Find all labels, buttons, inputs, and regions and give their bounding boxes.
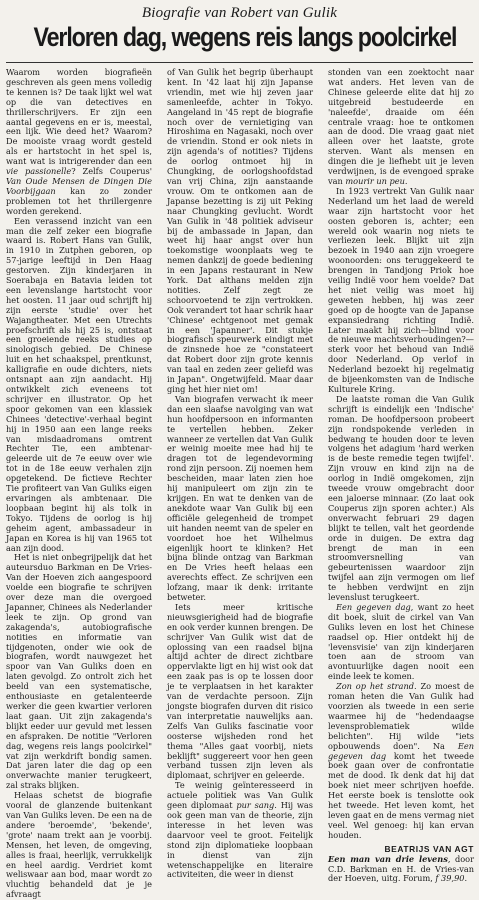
book-title-italic: Een gegeven dag (328, 740, 474, 761)
author-byline: BEATRIJS VAN AGT (384, 843, 474, 854)
text-run: , want zo heet dit boek, sluit de cirkel van Van Guliks leven en lost het Chinese raadsel op. Hier ontdekt hij de 'levensvisie' van zijn kinderjaren toen aan de stroom van avontuurlijke dagen nooit een einde leek te komen. (328, 601, 474, 682)
headline-rule (6, 62, 473, 63)
text-run: ? Zelfs Couperus' (71, 166, 152, 177)
text-run: . Hij was ook geen man van de theorie, zijn interesse in het leven was daarvoor veel te groot. Feitelijk stond zijn diplomatieke loopbaan in dienst van zijn wetenschappelijke en literaire activiteiten, die weer in dienst (167, 800, 313, 880)
book-title-bold-italic: Een man van drie levens (328, 853, 448, 864)
paragraph (328, 68, 474, 187)
article-headline: Verloren dag, wegens reis langs poolcirkel (33, 22, 457, 52)
article-kicker: Biografie van Robert van Gulik (141, 5, 338, 21)
text-run: Te weinig geïnteresseerd in actuele politiek was Van Gulik geen diplomaat (167, 780, 313, 811)
paragraph (6, 68, 152, 217)
text-run-italic: mourir un peu (345, 175, 405, 186)
book-title-italic: Een gegeven dag (336, 601, 411, 612)
column-3 (328, 68, 474, 884)
text-run: , door C.D. Barkman en H. de Vries-van der Hoeven, uitg. Forum, (328, 853, 474, 884)
paragraph (167, 781, 313, 880)
text-run-italic: pur sang (236, 800, 275, 811)
price: f 39,90. (435, 873, 468, 884)
text-run: . Zo moest de roman heten die Van Gulik had voorzien als tweede in een serie waarmee hij de "hedendaagse levensproblematiek wilde belichten". Hij wilde "iets opbouwends doen". Na (328, 681, 474, 751)
paragraph: of Van Gulik het begrip überhaupt kent. In '42 laat hij zijn Japanse vriendin, met wie hij zeven jaar samenleefde, achter in Tokyo. Aangeland in '45 rept de biografie noch over de vernietiging van Hiroshima en Nagasaki, noch over de vriendin. Stond er ook niets in zijn agenda's of notities? Tijdens de oorlog ontmoet hij in Chungking, de oorlogshoofdstad van vrij China, zijn aanstaande vrouw. Om te ontkomen aan de Japanse bezetting is zij uit Peking naar Chungking gevlucht. Wordt Van Gulik in '48 politiek adviseur bij de ambassade in Japan, dan weet hij haar angst over hun toekomstige woonplaats weg te nemen dankzij de goede bediening in een Japans restaurant in New York. Dat althans melden zijn notities. Zelf zegt ze schoorvoetend te zijn vertrokken. Ook verandert tot haar schrik haar 'Chinese' echtgenoot met gemak in een 'Japanner'. Dit stukje biografisch speurwerk eindigt met de zinsnede hoe ze "constateert dat Robert door zijn grote kennis van taal en zeden zeer geliefd was in Japan". Ongetwijfeld. Maar daar ging het hier niet om! (167, 67, 313, 394)
bibliographic-note (328, 855, 474, 885)
paragraph: De laatste roman die Van Gulik schrijft is eindelijk een 'Indische' roman. De hoofdpersoon probeert zijn rondspokende verleden in bedwang te houden door te leven volgens het adagium 'hard werken is de beste remedie tegen twijfel'. Zijn vrouw en kind zijn na de oorlog in Indië omgekomen, zijn tweede vrouw omgebracht door een jaloerse minnaar. (Zo laat ook Couperus zijn sporen achter.) Als onverwacht februari 29 dagen blijkt te tellen, valt het geordende orde in duigen. De extra dag brengt de man in een stroomversnelling van gebeurtenissen waardoor zijn twijfel aan zijn vermogen om lief te hebben verdwijnt en zijn levenslust terugkeert. (328, 393, 474, 603)
paragraph: In 1923 vertrekt Van Gulik naar Nederland um het laad de wereld waar zijn hartstocht voor het oosten geboren is, achter; een wereld ook waarin nog niets te verliezen leek. Blijkt uit zijn bezoek in 1940 aan zijn vroegere woonoorden: ons teruggekeerd te brengen in Tandjong Priok hoe veilig Indië voor hem voelde? Dat het niet veilig was moet hij geweten hebben, hij was zeer goed op de hoogte van de Japanse expansiedrang richting Indië. Later maakt hij zich—blind voor de nieuwe machtsverhoudingen?—sterk voor het behoud van Indië door Nederland. Op verlof in Nederland bezoekt hij regelmatig de bijeenkomsten van de Indische Kulturele Kring. (328, 185, 474, 394)
paragraph (328, 603, 474, 682)
paragraph: Iets meer kritische nieuwsgierigheid had de biografie en ook verder kunnen brengen. De schrijver Van Gulik wist dat de oplossing van een raadsel bijna altijd achter de direct zichtbare oppervlakte ligt en hij wist ook dat een zaak pas is op te lossen door je te verplaatsen in het karakter van de verdachte persoon. Zijn jongste biografen durven dit risico van interpretatie nauwelijks aan. Zelfs Van Guliks fascinatie voor oosterse wijsheden rond het thema "Alles gaat voorbij, niets beklijft" suggereert voor hen geen verband tussen zijn leven als diplomaat, schrijver en geleerde. (167, 601, 313, 781)
paragraph: Helaas schetst de biografie vooral de glanzende buitenkant van Van Guliks leven. De een na de andere 'beroemde', 'bekende', 'grote' naam trekt aan je voorbij. Mensen, het leven, de omgeving, alles is fraai, heerlijk, verrukkelijk en heel aardig. Verdriet komt weliswaar aan bod, maar wordt zo vluchtig behandeld dat je je afvraagt (6, 790, 152, 900)
paragraph: Van biografen verwacht ik meer dan een slaafse navolging van wat hun hoofdpersoon en informanten te vertellen hebben. Zeker wanneer ze vertellen dat Van Gulik er weinig moeite mee had hij te dragen tot de legendevorming rond zijn persoon. Zij noemen hem bescheiden, maar laten zien hoe hij manipuleert om zijn zin te krijgen. En wat te denken van de anekdote waar Van Gulik bij een officiële gelegenheid de trompet uit handen neemt van de speler en voordoet hoe het Wilhelmus eigenlijk hoort te klinken? Het bijna blinde ontzag van Barkman en De Vries heeft helaas een averechts effect. Ze schrijven een lofzang, maar ik denk: irritante betweter. (167, 393, 313, 603)
book-title-italic: Zon op het strand (336, 681, 414, 692)
book-title-italic: Van Oude Mensen de Dingen Die Voorbijgaan (6, 175, 152, 196)
text-run: stonden van een zoektocht naar wat anders. Het leven van de Chinese geleerde elite dat hij zo uitgebreid bestudeerde en 'naleefde', draaide om één centrale vraag: hoe te ontkomen aan de dood. Die vraag gaat niet alleen over het laatste, grote sterven. Want als mensen en dingen die je liefhebt uit je leven verdwijnen, is de evengoed sprake van (328, 67, 474, 186)
text-run-italic: vie passionelle (6, 166, 72, 177)
column-1 (6, 68, 152, 900)
paragraph: Het is niet onbegrijpelijk dat het auteursduo Barkman en De Vries-Van der Hoeven zich aangespoord voelde een biografie te schrijven over deze man die overgoed Japanner, Chinees als Nederlander leek te zijn. Op grond van zakagenda's, autobiografische notities en informatie van tijdgenoten, onder wie ook de biografen, wordt nauwgezet het spoor van Van Guliks doen en laten gevolgd. Zo ontrolt zich het beeld van een systematische, enthousiaste en getalenteerde werker die geen kwartier verloren laat gaan. Uit zijn zakagenda's blijkt eeder uur gevuld met lessen en afspraken. De notitie "Verloren dag, wegens reis langs poolcirkel" vat zijn werkdrift bondig samen. Dat jaren later die dag op een onverwachte manier terugkeert, zal straks blijken. (6, 552, 152, 791)
text-run: . (404, 175, 408, 186)
text-run: Waarom worden biografieën geschreven als geen mens volledig te kennen is? De taak lijkt wel wat op die van detectives en thrillerschrijvers. Er zijn een aantal gegevens en er is, meestal, een lijk. Wie deed het? Waarom? De mooiste vraag wordt gesteld als er hartstocht in het spel is, want wat is intrigerender dan een (6, 67, 152, 167)
text-run: kan zo zonder problemen tot het thrillergenre worden gerekend. (6, 185, 152, 216)
column-2 (167, 68, 313, 880)
paragraph: Een verassend inzicht van een man die zelf zeker een biografie waard is. Robert Hans van Gulik, in 1910 in Zutphen geboren, op 57-jarige leeftijd in Den Haag gestorven. Zijn kinderjaren in Soerabaja en Batavia leiden tot een levenslange hartstocht voor het oosten. 11 jaar oud schrijft hij zijn eerste 'studie' over het Wajangtheater. Met een Utrechts proefschrift als hij 25 is, ontstaat een groeiende reeks studies op sinologisch gebied. De Chinese luit en het schaakspel, prentkunst, kalligrafie en oude dichters, niets ontsnapt aan zijn aandacht. Hij ontwikkelt zich eveneens tot schrijver en illustrator. Op het spoor gekomen van een klassiek Chinees 'detective'-verhaal begint hij in 1950 aan een lange reeks van misdaadromans omtrent Rechter Tie, een ambtenar-geleerde uit de 7e eeuw over wie tot in de 18e eeuw verhalen zijn opgetekend. De fictieve Rechter Tie profiteert van Van Guliks eigen ervaringen als ambtenaar. Die loopbaan begint hij als tolk in Tokyo. Tijdens de oorlog is hij geheim agent, ambassadeur in Japan en Korea is hij van 1965 tot aan zijn dood. (6, 215, 152, 553)
paragraph (328, 682, 474, 841)
text-run: komt het tweede boek gaan over de confrontatie met de dood. Ik denk dat hij dat boek niet meer schrijven hoefde. Het eerste boek is tenslotte ook het tweede. Het leven komt, het leven gaat en de mens vermag niet veel. Wel genoeg: hij kan ervan houden. (328, 750, 474, 840)
